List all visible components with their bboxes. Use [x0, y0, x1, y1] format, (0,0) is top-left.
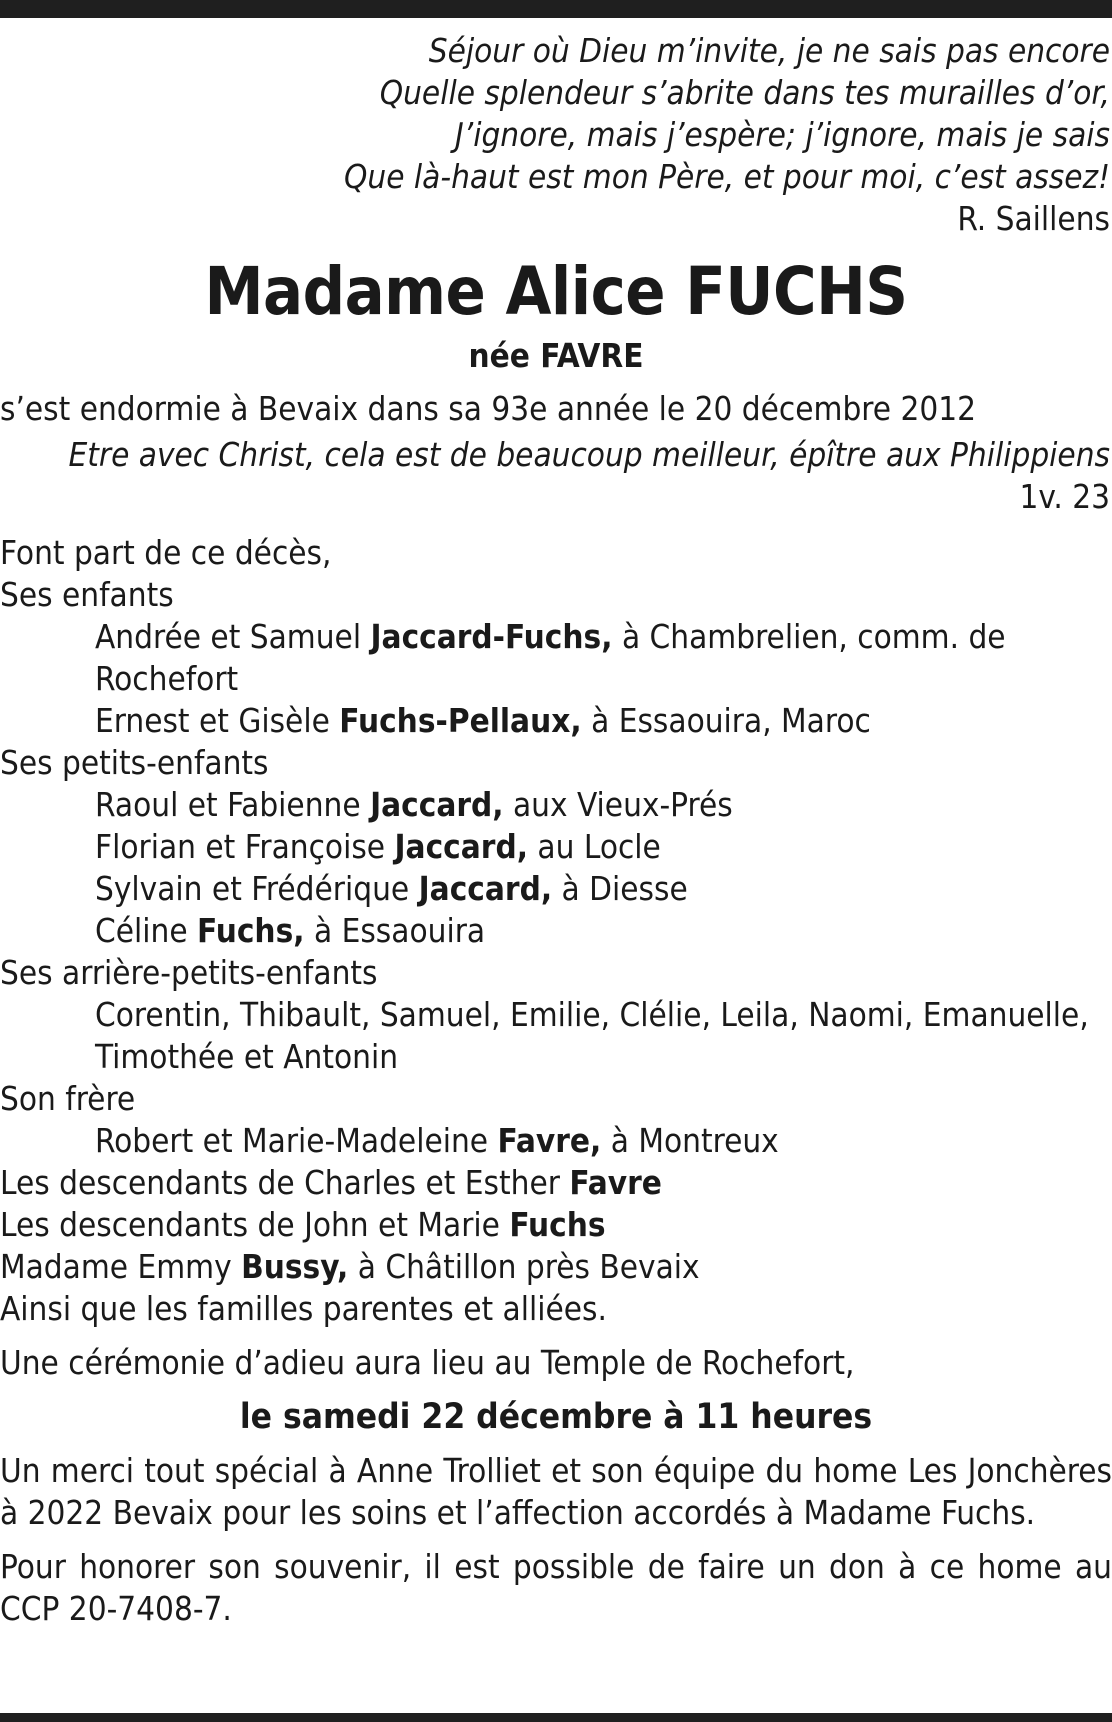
ceremony-date: le samedi 22 décembre à 11 heures [239, 1397, 873, 1437]
person-surname: Fuchs [509, 1205, 606, 1244]
person-surname: Favre, [497, 1121, 602, 1160]
person-place: à Diesse [561, 869, 688, 908]
list-item [0, 1246, 1112, 1288]
list-item [0, 1120, 1112, 1162]
family-list [0, 532, 1112, 1330]
poem-line: Que là-haut est mon Père, et pour moi, c’est assez! [344, 157, 1110, 196]
person-place: à Chambrelien, comm. de Rochefort [95, 617, 1006, 698]
person-names: Florian et Françoise [95, 827, 386, 866]
great-grandchildren-names: Corentin, Thibault, Samuel, Emilie, Clélie, Leila, Naomi, Emanuelle, Timothée et Antonin [95, 995, 1089, 1076]
person-surname: Jaccard, [394, 827, 528, 866]
list-item [0, 784, 1112, 826]
person-surname: Jaccard, [370, 785, 504, 824]
obituary-notice [0, 30, 1112, 1630]
poem-author: R. Saillens [957, 199, 1110, 238]
relative-prefix: Madame Emmy [0, 1247, 232, 1286]
grandchildren-label: Ses petits-enfants [0, 743, 269, 782]
bottom-border-bar [0, 1713, 1112, 1722]
person-surname: Jaccard, [418, 869, 553, 908]
person-names: Raoul et Fabienne [95, 785, 361, 824]
person-names: Andrée et Samuel [95, 617, 362, 656]
great-grandchildren-label: Ses arrière-petits-enfants [0, 953, 378, 992]
ceremony-text: Une cérémonie d’adieu aura lieu au Temple de Rochefort, [0, 1343, 855, 1382]
death-announcement: s’est endormie à Bevaix dans sa 93e année le 20 décembre 2012 [0, 389, 977, 428]
person-place: à Essaouira [313, 911, 486, 950]
poem [0, 30, 1112, 198]
person-names: Robert et Marie-Madeleine [95, 1121, 489, 1160]
person-surname: Fuchs-Pellaux, [339, 701, 582, 740]
list-item [0, 1162, 1112, 1204]
brother-label: Son frère [0, 1079, 136, 1118]
person-place: au Locle [537, 827, 661, 866]
list-item [0, 1204, 1112, 1246]
person-surname: Jaccard-Fuchs, [370, 617, 613, 656]
poem-line: Quelle splendeur s’abrite dans tes murailles d’or, [379, 73, 1110, 112]
bible-verse-reference: 1v. 23 [1019, 477, 1110, 516]
person-surname: Favre [569, 1163, 662, 1202]
person-place: à Montreux [610, 1121, 779, 1160]
deceased-name: Madame Alice FUCHS [204, 253, 908, 330]
list-item [0, 700, 1112, 742]
person-place: à Essaouira, Maroc [591, 701, 871, 740]
person-place: à Châtillon près Bevaix [357, 1247, 700, 1286]
list-item [0, 868, 1112, 910]
list-item [0, 616, 1112, 700]
relative-prefix: Les descendants de John et Marie [0, 1205, 500, 1244]
family-closing: Ainsi que les familles parentes et alliées. [0, 1289, 607, 1328]
person-surname: Bussy, [241, 1247, 349, 1286]
person-names: Ernest et Gisèle [95, 701, 330, 740]
list-item [0, 826, 1112, 868]
poem-line: Séjour où Dieu m’invite, je ne sais pas encore [428, 31, 1110, 70]
person-surname: Fuchs, [197, 911, 305, 950]
family-heading: Font part de ce décès, [0, 533, 332, 572]
person-place: aux Vieux-Prés [512, 785, 733, 824]
list-item [0, 910, 1112, 952]
relative-prefix: Les descendants de Charles et Esther [0, 1163, 560, 1202]
children-label: Ses enfants [0, 575, 174, 614]
person-names: Sylvain et Frédérique [95, 869, 410, 908]
poem-line: J’ignore, mais j’espère; j’ignore, mais je sais [455, 115, 1110, 154]
donation-paragraph: Pour honorer son souvenir, il est possible de faire un don à ce home au CCP 20-7408-7. [0, 1547, 1112, 1628]
maiden-name: née FAVRE [468, 336, 644, 375]
thanks-paragraph: Un merci tout spécial à Anne Trolliet et son équipe du home Les Jonchères à 2022 Bevaix pour les soins et l’affection accordés à Madame Fuchs. [0, 1451, 1112, 1532]
top-border-bar [0, 0, 1112, 18]
bible-verse: Etre avec Christ, cela est de beaucoup meilleur, épître aux Philippiens [68, 435, 1110, 474]
person-names: Céline [95, 911, 188, 950]
